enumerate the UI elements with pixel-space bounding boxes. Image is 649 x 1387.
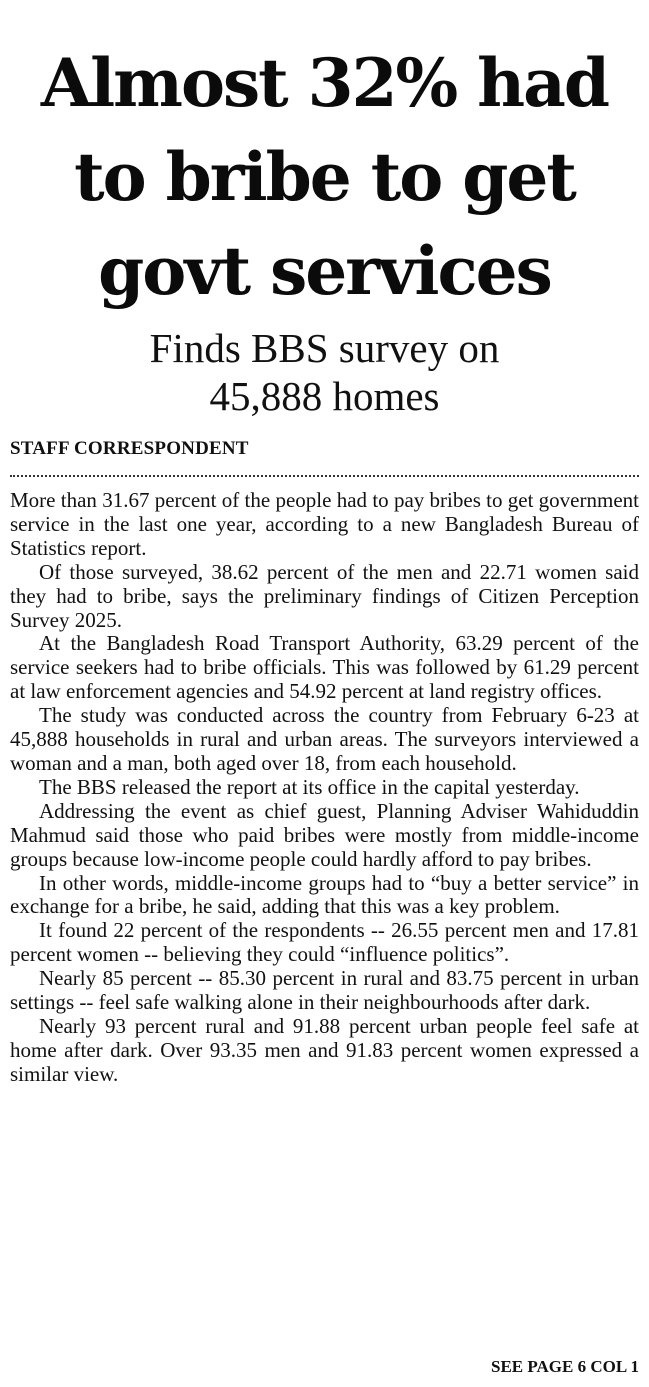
continuation-jump-line: SEE PAGE 6 COL 1 (491, 1357, 639, 1376)
article-paragraph: The study was conducted across the country from February 6-23 at 45,888 households in rural and urban areas. The surveyors interviewed a woman and a man, both aged over 18, from each household. (10, 703, 639, 775)
dotted-divider (10, 475, 639, 477)
article-paragraph: In other words, middle-income groups had to “buy a better service” in exchange for a bribe, he said, adding that this was a key problem. (10, 870, 639, 919)
article-paragraph: The BBS released the report at its office in the capital yesterday. (39, 774, 580, 799)
article-body (10, 489, 639, 1087)
headline-line: govt services (98, 232, 551, 310)
byline: STAFF CORRESPONDENT (10, 438, 249, 459)
headline (10, 0, 639, 318)
subheadline-line: Finds BBS survey on (149, 325, 500, 371)
subheadline (10, 324, 639, 420)
article-paragraph: Nearly 85 percent -- 85.30 percent in rural and 83.75 percent in urban settings -- feel safe walking alone in their neighbourhoods after dark. (10, 966, 639, 1015)
article-paragraph: At the Bangladesh Road Transport Authority, 63.29 percent of the service seekers had to bribe officials. This was followed by 61.29 percent at law enforcement agencies and 54.92 percent at land registry offices. (10, 631, 639, 704)
article-paragraph: Nearly 93 percent rural and 91.88 percent urban people feel safe at home after dark. Over 93.35 men and 91.83 percent women expressed a similar view. (10, 1013, 639, 1086)
article-paragraph: Addressing the event as chief guest, Planning Adviser Wahiduddin Mahmud said those who paid bribes were mostly from middle-income groups because low-income people could hardly afford to pay bribes. (10, 798, 639, 871)
subheadline-line: 45,888 homes (209, 373, 440, 419)
headline-line: Almost 32% had (40, 44, 609, 122)
article-paragraph: It found 22 percent of the respondents -- 26.55 percent men and 17.81 percent women -- believing they could “influence politics”. (10, 918, 639, 967)
article-paragraph: Of those surveyed, 38.62 percent of the men and 22.71 women said they had to bribe, says the preliminary findings of Citizen Perception Survey 2025. (10, 559, 639, 632)
article-paragraph: More than 31.67 percent of the people had to pay bribes to get government service in the last one year, according to a new Bangladesh Bureau of Statistics report. (10, 488, 639, 560)
headline-line: to bribe to get (74, 138, 575, 216)
